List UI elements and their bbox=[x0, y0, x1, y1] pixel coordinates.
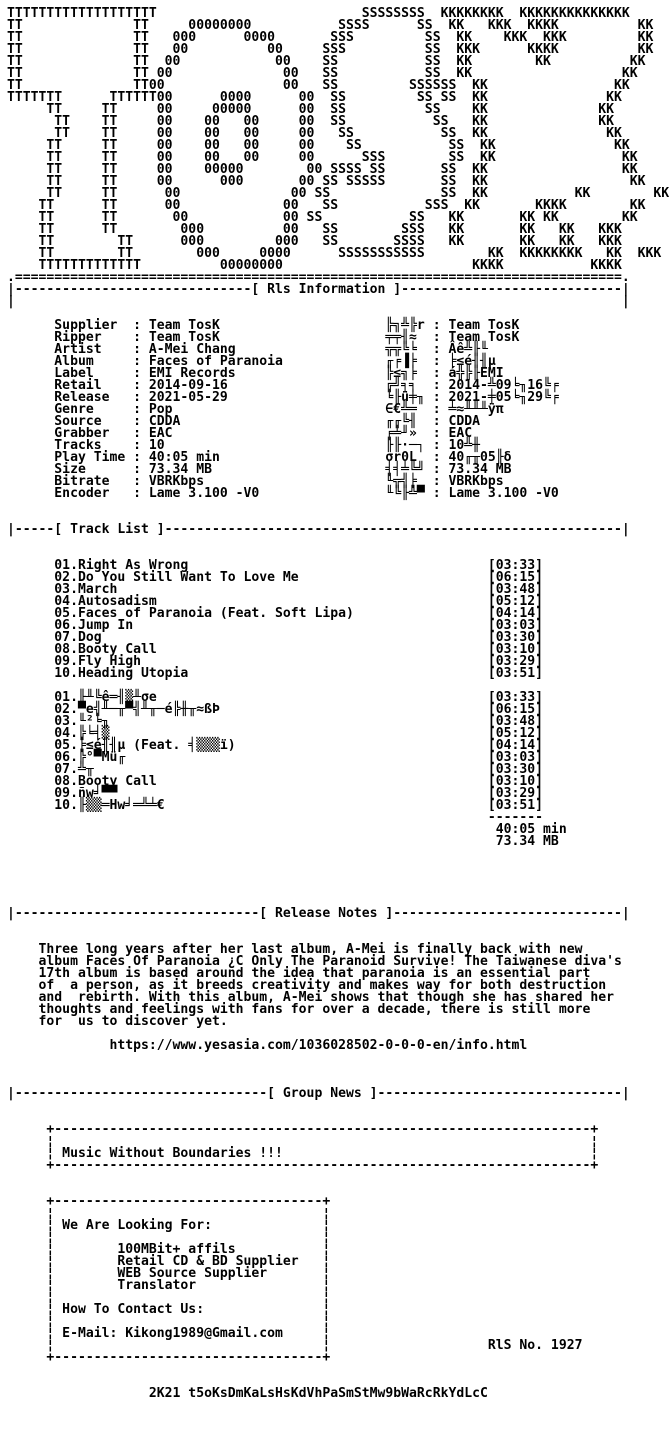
info-row-alt: ╓╒▐╞ : ╞≤é╢╢µ bbox=[385, 354, 496, 369]
logo-line: TTTTTTTTTTTTTTTTTTT SSSSSSSS KKKKKKKK KKKKKKKKKKKKKK bbox=[7, 6, 630, 21]
info-row-alt: ╒╧╜» : EAC bbox=[385, 426, 473, 441]
note-line: for us to discover yet. bbox=[7, 1014, 228, 1029]
logo-line: TTTTTTTTTTTTT 00000000 KKKK KKKK bbox=[7, 258, 622, 273]
looking-title: ¦ We Are Looking For: ¦ bbox=[7, 1218, 331, 1233]
track-row: 04.Autosadism [05:12] bbox=[7, 594, 544, 609]
spacer: | | bbox=[7, 294, 630, 309]
info-row: Tracks : 10 bbox=[7, 438, 386, 453]
footer-signature: 2K21 t5oKsDmKaLsHsKdVhPaSmStMw9bWaRcRkYdLcC bbox=[7, 1386, 488, 1401]
border-top: .=============================================================================. bbox=[7, 270, 630, 285]
info-row-alt: ╓╓╚╢ : CDDA bbox=[385, 414, 480, 429]
track-row: 03.March [03:48] bbox=[7, 582, 544, 597]
logo-line: TT TT 00 00000 00 SSSS SS SS KK KK bbox=[7, 162, 638, 177]
note-line: thoughts and feelings with fans for over a decade, there is still more bbox=[7, 1002, 591, 1017]
info-row: Retail : 2014-09-16 bbox=[7, 378, 386, 393]
logo-line: TT TT 00 00 00 00 SS SS KK KK bbox=[7, 114, 614, 129]
track-row-alt: 02.▀e╣╨─╥▀╣╨╥─é╠╫╥≈ßÞ [06:15] bbox=[7, 702, 544, 717]
total-time: 40:05 min bbox=[7, 822, 567, 837]
logo-line: TT TT 00 00 SS SS KK KK bbox=[7, 66, 638, 81]
track-row-alt: 10.╟▒▒═Hw╛═╩╧€ [03:51] bbox=[7, 798, 544, 813]
news-box: ¦ ¦ bbox=[7, 1134, 599, 1149]
news-box: +----------------------------------+ bbox=[7, 1194, 331, 1209]
info-row: Genre : Pop bbox=[7, 402, 386, 417]
track-row: 10.Heading Utopia [03:51] bbox=[7, 666, 544, 681]
news-box: +----------------------------------+ bbox=[7, 1350, 331, 1365]
track-row: 08.Booty Call [03:10] bbox=[7, 642, 544, 657]
logo-line: TT TT 00 00 SSS SS KKK KKKK KK bbox=[7, 42, 654, 57]
info-row: Album : Faces of Paranoia bbox=[7, 354, 386, 369]
info-row-alt: ∈€╩═ : ╧≈╨╨╨ÿπ bbox=[385, 402, 504, 417]
looking-item: ¦ Retail CD & BD Supplier ¦ bbox=[7, 1254, 331, 1269]
section-header: |-----[ Track List ]----------------------------------------------------------| bbox=[7, 522, 630, 537]
info-row: Label : EMI Records bbox=[7, 366, 386, 381]
news-box: ¦ ¦ bbox=[7, 1206, 331, 1221]
logo-line: TT TT00 00 SS SSSSSS KK KK bbox=[7, 78, 630, 93]
looking-item: ¦ Translator ¦ bbox=[7, 1278, 331, 1293]
logo-line: TT TT 00000000 SSSS SS KK KKK KKKK KK bbox=[7, 18, 654, 33]
track-row-alt: 01.╟╨╚ê═╢▒╨σe [03:33] bbox=[7, 690, 544, 705]
logo-line: TT TT 00 00 00 00 SS SS KK KK bbox=[7, 138, 630, 153]
note-line: of a person, as it breeds creativity and makes way for both destruction bbox=[7, 978, 607, 993]
track-row-alt: 05.╞≤é╢╢µ (Feat. ╡▒▒▒ï) [04:14] bbox=[7, 738, 544, 753]
logo-line: TT TT 000 0000 SSSSSSSSSSS KK KKKKKKKK KK KKK bbox=[7, 246, 662, 261]
info-row-alt: ╙╚╟╩▀ : Lame 3.100 -V0 bbox=[385, 486, 559, 501]
info-row-alt: ╟╟·─┐ : 10╩╫ bbox=[385, 438, 480, 453]
track-row-alt: 03.╙²╘╖ [03:48] bbox=[7, 714, 544, 729]
track-row: 01.Right As Wrong [03:33] bbox=[7, 558, 544, 573]
info-row: Grabber : EAC bbox=[7, 426, 386, 441]
logo-line: TT TT 000 0000 SSS SS KK KKK KKK KK bbox=[7, 30, 654, 45]
logo-line: TT TT 00 00 SS SSS KK KKKK KK bbox=[7, 198, 646, 213]
info-row-alt: ╡╡╧╚╝ : 73.34 MB bbox=[385, 462, 512, 477]
info-row: Bitrate : VBRKbps bbox=[7, 474, 386, 489]
note-line: and rebirth. With this album, A-Mei shows that though she has shared her bbox=[7, 990, 614, 1005]
info-row-alt: ╔╝╕╕ : 2014-╩09╘╖16╚╒ bbox=[385, 378, 559, 393]
info-row: Encoder : Lame 3.100 -V0 bbox=[7, 486, 386, 501]
track-row: 09.Fly High [03:29] bbox=[7, 654, 544, 669]
news-box: ¦ ¦ bbox=[7, 1230, 331, 1245]
logo-line: TT TT 00 00 00 00 SSS SS KK KK bbox=[7, 150, 638, 165]
section-header: |-------------------------------[ Release Notes ]-----------------------------| bbox=[7, 906, 630, 921]
info-row-alt: ╦╦╚╘ : Âê╩╟╙ bbox=[385, 342, 488, 357]
logo-line: TT TT 00 00 SS SS KK KK KK bbox=[7, 186, 670, 201]
note-line: album Faces Of Paranoia ¿C Only The Paranoid Survive! The Taiwanese diva's bbox=[7, 954, 622, 969]
info-row: Source : CDDA bbox=[7, 414, 386, 429]
track-row: 07.Dog [03:30] bbox=[7, 630, 544, 645]
info-row-alt: σr0L : 40╓╥05╟δ bbox=[385, 450, 512, 465]
logo-line: TTTTTTT TTTTTT00 0000 00 SS SS SS KK KK bbox=[7, 90, 622, 105]
rls-number: ¦ ¦ RlS No. 1927 bbox=[7, 1338, 583, 1353]
logo-line: TT TT 000 00 SS SSS KK KK KK KKK bbox=[7, 222, 622, 237]
track-row-alt: 09.ñw╛▀▀ [03:29] bbox=[7, 786, 544, 801]
section-header: |------------------------------[ Rls Information ]----------------------------| bbox=[7, 282, 630, 297]
info-row: Play Time : 40:05 min bbox=[7, 450, 386, 465]
note-line: 17th album is based around the idea that paranoia is an essential part bbox=[7, 966, 591, 981]
logo-line: TT TT 00 00000 00 SS SS KK KK bbox=[7, 102, 614, 117]
news-box: ¦ ¦ bbox=[7, 1290, 331, 1305]
track-row: 02.Do You Still Want To Love Me [06:15] bbox=[7, 570, 544, 585]
track-row: 06.Jump In [03:03] bbox=[7, 618, 544, 633]
logo-line: TT TT 00 000 00 SS SSSSS SS KK KK bbox=[7, 174, 646, 189]
track-row-alt: 07.╩╥ [03:30] bbox=[7, 762, 544, 777]
totals-sep: ------- bbox=[7, 810, 544, 825]
news-box: +--------------------------------------------------------------------+ bbox=[7, 1122, 599, 1137]
motto: ¦ Music Without Boundaries !!! ¦ bbox=[7, 1146, 599, 1161]
news-box: ¦ ¦ bbox=[7, 1314, 331, 1329]
contact-title: ¦ How To Contact Us: ¦ bbox=[7, 1302, 331, 1317]
track-row-alt: 08.Booty Call [03:10] bbox=[7, 774, 544, 789]
info-row: Size : 73.34 MB bbox=[7, 462, 386, 477]
track-row-alt: 04.╠╘╡▒ [05:12] bbox=[7, 726, 544, 741]
news-box: +--------------------------------------------------------------------+ bbox=[7, 1158, 599, 1173]
track-row-alt: 06.╠°▀Mü╓ [03:03] bbox=[7, 750, 544, 765]
track-row: 05.Faces of Paranoia (Feat. Soft Lipa) [04:14] bbox=[7, 606, 544, 621]
info-row-alt: ╙╦╣╞ : VBRKbps bbox=[385, 474, 504, 489]
total-size: 73.34 MB bbox=[7, 834, 559, 849]
logo-line: TT TT 000 000 SS SSSS KK KK KK KKK bbox=[7, 234, 622, 249]
info-row: Ripper : Team TosK bbox=[7, 330, 386, 345]
url-text: https://www.yesasia.com/1036028502-0-0-0-en/info.html bbox=[7, 1038, 528, 1053]
info-row-alt: ╤╤╢≈ : Team TosK bbox=[385, 330, 520, 345]
info-row-alt: ╠╗╩╠r : Team TosK bbox=[385, 318, 520, 333]
looking-item: ¦ WEB Source Supplier ¦ bbox=[7, 1266, 331, 1281]
info-row: Artist : A-Mei Chang bbox=[7, 342, 386, 357]
section-header: |--------------------------------[ Group News ]-------------------------------| bbox=[7, 1086, 630, 1101]
logo-line: TT TT 00 00 SS SS KK KK KK KK bbox=[7, 210, 638, 225]
looking-item: ¦ 100MBit+ affils ¦ bbox=[7, 1242, 331, 1257]
info-row-alt: ╠≤╗╞ : á╬╠╟EMI bbox=[385, 366, 504, 381]
info-row-alt: ╘╟ü╪╖ : 2021-╪05╘╖29╚╒ bbox=[385, 390, 559, 405]
logo-line: TT TT 00 00 00 00 SS SS KK KK bbox=[7, 126, 622, 141]
note-line: Three long years after her last album, A-Mei is finally back with new bbox=[7, 942, 583, 957]
info-row: Supplier : Team TosK bbox=[7, 318, 386, 333]
info-row: Release : 2021-05-29 bbox=[7, 390, 386, 405]
email: ¦ E-Mail: Kikong1989@Gmail.com ¦ bbox=[7, 1326, 331, 1341]
logo-line: TT TT 00 00 SS SS KK KK KK bbox=[7, 54, 646, 69]
